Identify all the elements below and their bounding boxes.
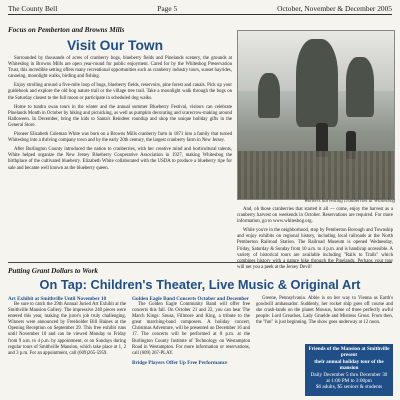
page-header	[8, 3, 392, 13]
paragraph: Greene, Pennsylvania. Abbie is on her way to Vienna as Earth's goodwill ambassador. Suddenly, her rocket ship goes off course and she crash-lands on the planet Mousus, home of three perfectly awful people: Lord Greaches, Lady Gruelde and Mistress Grout. From then, the "fun" is just beginning. The show goes underway at 12 noon.	[256, 296, 393, 326]
paragraph: Enjoy strolling around a five-mile loop of bogs, blueberry fields, reservoirs, pine forest and canals. Pick up your guidebook and explore the old bog nature trail or the village tree trail. Take a moonlight walk through the bogs on the Saturday closest to the full moon or participate in scheduled dog walks.	[8, 83, 232, 101]
article-body-right	[237, 207, 393, 274]
section-label: Focus on Pemberton and Browns Mills	[8, 26, 125, 34]
box-line: $6 adults, $5 seniors & students	[315, 384, 383, 391]
box-line: Friends of the Mansion at Smithville present	[308, 346, 390, 359]
photo-tree	[296, 39, 338, 127]
holiday-tour-box	[305, 344, 393, 396]
paragraph: While you're in the neighborhood, stop by Pemberton Borough and Township and enjoy exhibits on regional history, including local railroads at the North Pemberton Railroad Station. The Railroad Museum is opened Wednesday, Friday, Saturday & Sunday from 10 a.m. to 4 p.m. and is handicap accessible. A variety of historical tours are available including "Rails to Trails" which combines history with a nature hike through the Pinelands. Perhaps your tour will net you a peek at the Jersey Devil!	[237, 228, 393, 270]
issue-date: October, November & December 2005	[277, 3, 392, 13]
article-headline: Visit Our Town	[66, 38, 164, 53]
paragraph: Surrounded by thousands of acres of cranberry bogs, blueberry fields and Pinelands scenery, the grounds at Whitesbog in Browns Mills are open year-round for public enjoyment. Cared for by the Whitesbog Preservation Trust, this incredible setting offers many recreational opportunities such as cranberry industry tours, sunset hayrides, canoeing, moonlight walks, birding and fishing.	[8, 56, 232, 80]
photo-caption: Workers harvesting cranberries at Whitesbog	[304, 199, 395, 204]
box-line: their annual holiday tour of the mansion	[314, 358, 384, 372]
paragraph: Home to tundra swan tours in the winter and the annual summer Blueberry Festival, visitors can celebrate Pinelands Month in October by hiking and picnicking, as well as pumpkin decorating and scarecrow-making around Halloween. In December, bring the kids to Santa's Reindeer roundup and shop the unique holiday gifts in the General Store.	[8, 104, 232, 128]
paragraph: Be sure to catch the 29th Annual Juried Art Exhibit at the Smithville Mansion Gallery. The impressive 240 pieces were entered this year, making the juror's job truly challenging. Winners were announced by Freeholder Bill Haines at the Opening Reception on September 29. This free exhibit runs until November 10 and can be viewed Monday to Friday from 9 a.m. to 4 p.m. by appointment, or on Sundays during regular tours of Smithville Mansion, which take place at 1, 2 and 3 p.m. For an appointment, call (609)265-5959.	[8, 302, 126, 356]
concerts-column	[132, 296, 250, 366]
photo-tree	[346, 57, 374, 117]
cranberry-harvest-photo	[237, 30, 395, 200]
header-rule	[8, 14, 392, 15]
column-heading: Bridge Players Offer Up Free Performance	[132, 359, 228, 366]
section-label: Putting Grant Dollars to Work	[8, 267, 99, 275]
column-heading: Art Exhibit at Smithville Until November 10	[8, 296, 107, 302]
article-body-left	[8, 56, 232, 175]
art-exhibit-column	[8, 296, 126, 360]
paragraph: The Golden Eagle Community Band will offer free concerts this fall. On October 21 and 22, you can hear The March Kings: Sousa, Fillmore and King, a tribute to the great marching-band composers. A holiday concert, Christmas Adventure, will be presented on December 16 and 17. The concerts will be performed at 8 p.m. at the Burlington County Institute of Technology on Westampton Road in Westampton. For more information or reservations, call (609) 267-PLAY.	[132, 302, 250, 356]
paragraph: And, oh those cranberries that started it all — come, enjoy the harvest as a cranberry harvest on weekends in October. Reservations are required. For more information, go to www.whitesbog.org.	[237, 207, 393, 225]
paragraph: Pioneer Elizabeth Coleman White was born on a Browns Mills cranberry farm in 1871 into a family that turned Whitesbog into a thriving company town and by the early 20th century, the largest cranberry farm in New Jersey.	[8, 132, 232, 144]
photo-bog	[238, 151, 394, 199]
column-heading: Golden Eagle Band Concerts October and December	[132, 296, 249, 302]
page-number: Page 5	[157, 3, 178, 13]
newspaper-name: The County Bell	[8, 3, 58, 13]
paragraph: After Burlington County introduced the nation to cranberries, with her creative mind and horticultural talents, White helped organize the New Jersey Blueberry Cooperative Association in 1927, making Whitesbog the birthplace of the cultivated blueberry. Elizabeth White collaborated with the USDA to produce a blueberry ripe for sale and became well known as the blueberry queen.	[8, 147, 232, 171]
box-line: Daily December 5 thru December 30	[310, 371, 388, 378]
article-headline: On Tap: Children's Theater, Live Music & Original Art	[39, 277, 361, 292]
section-divider	[8, 262, 392, 263]
theater-column	[256, 296, 393, 329]
photo-tree	[258, 73, 280, 118]
box-line: at 1:00 PM to 3:00pm	[326, 378, 372, 385]
